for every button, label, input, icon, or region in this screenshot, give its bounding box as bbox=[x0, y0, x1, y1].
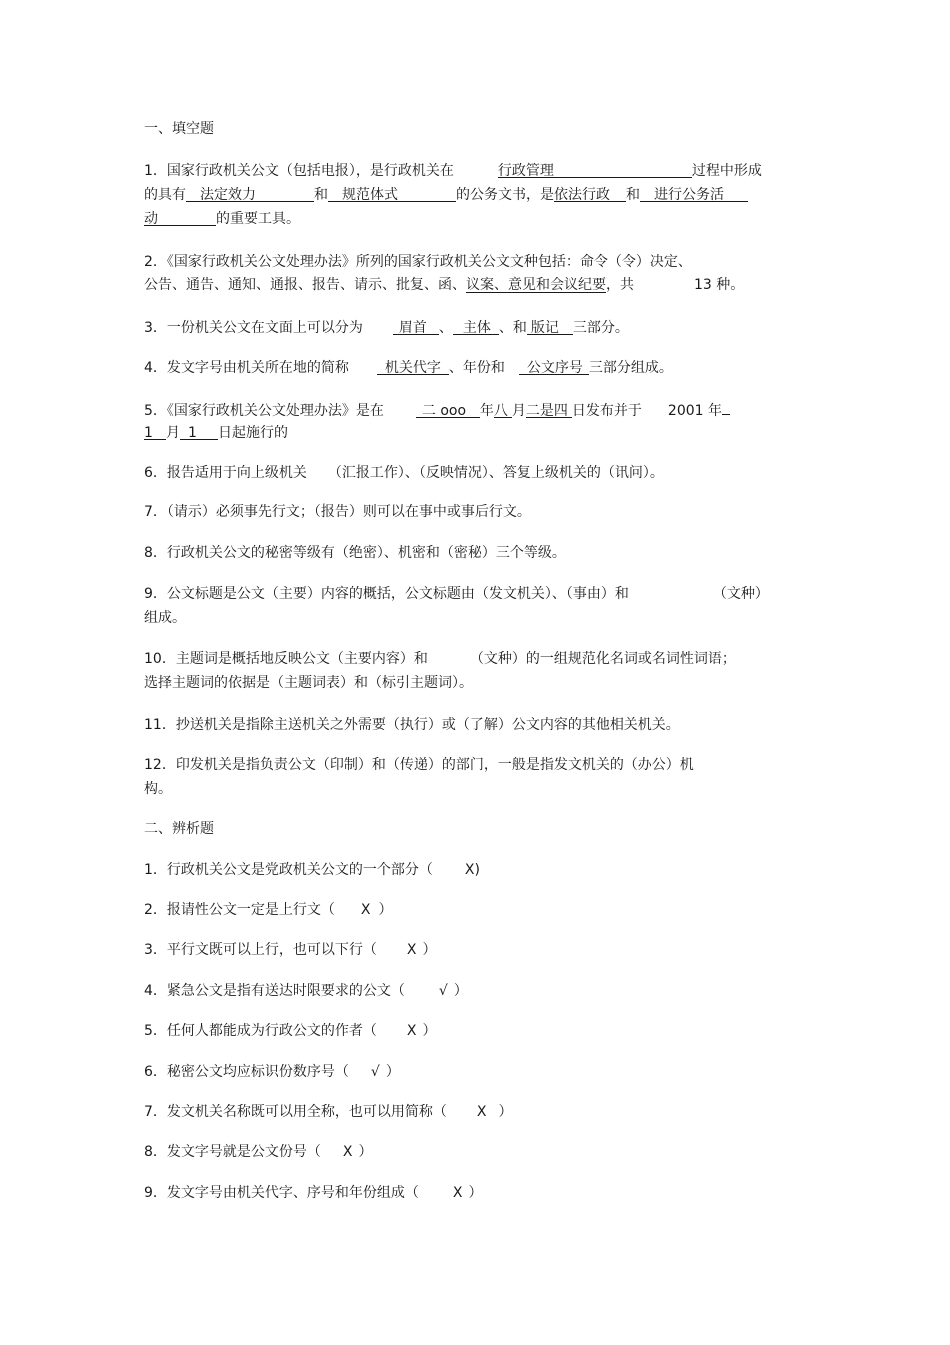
judge-close: ） bbox=[358, 1144, 373, 1160]
q5-sep-1: 年 bbox=[479, 403, 494, 419]
fill-q2-line2 bbox=[144, 275, 744, 295]
q4-text-b: 三部分组成。 bbox=[588, 360, 673, 376]
judge-answer: √ bbox=[438, 983, 448, 999]
q1-text-d: 的公务文书，是 bbox=[456, 187, 554, 203]
fill-q5-line2 bbox=[144, 423, 288, 443]
q1-text-g: 的重要工具。 bbox=[216, 211, 300, 227]
judge-answer: √ bbox=[370, 1064, 380, 1080]
q1-answer-1: 行政管理 bbox=[497, 163, 554, 179]
fill-q6: 6．报告适用于向上级机关 （汇报工作）、（反映情况）、答复上级机关的（讯问）。 bbox=[144, 465, 664, 481]
judge-text: 4．紧急公文是指有送达时限要求的公文（ bbox=[144, 983, 405, 999]
q1-blank-2 bbox=[186, 185, 314, 202]
judge-item-3 bbox=[144, 940, 437, 960]
q5-blank-1 bbox=[416, 401, 480, 418]
q5-text-a: 5．《国家行政机关公文处理办法》是在 bbox=[144, 403, 384, 419]
judge-close: ） bbox=[378, 902, 393, 918]
q1-blank-5 bbox=[640, 185, 748, 202]
fill-q4 bbox=[144, 358, 673, 378]
q3-blank-2 bbox=[453, 318, 499, 335]
judge-item-5 bbox=[144, 1021, 437, 1041]
q1-answer-5: 进行公务活 bbox=[654, 187, 724, 203]
judge-text: 9．发文字号由机关代字、序号和年份组成（ bbox=[144, 1185, 419, 1201]
q3-answer-2: 主体 bbox=[462, 320, 491, 336]
judge-text: 1．行政机关公文是党政机关公文的一个部分（ bbox=[144, 862, 433, 878]
q5-sep-2: 月 bbox=[511, 403, 526, 419]
q5-sep-3: 日发布并于 bbox=[571, 403, 642, 419]
q5-sep-6: 日起施行的 bbox=[218, 425, 288, 441]
q1-text-a: 1．国家行政机关公文（包括电报），是行政机关在 bbox=[144, 163, 454, 179]
q1-text-f: 动 bbox=[144, 211, 158, 227]
judge-text: 2．报请性公文一定是上行文（ bbox=[144, 902, 335, 918]
fill-q12-line1: 12．印发机关是指负责公文（印制）和（传递）的部门，一般是指发文机关的（办公）机 bbox=[144, 757, 694, 773]
judge-text: 3．平行文既可以上行，也可以下行（ bbox=[144, 942, 377, 958]
q5-blank-2 bbox=[494, 401, 512, 418]
fill-q2-line1: 2．《国家行政机关公文处理办法》所列的国家行政机关公文文种包括：命令（令）决定、 bbox=[144, 254, 692, 270]
judge-close: ） bbox=[422, 1023, 437, 1039]
judge-text: 7．发文机关名称既可以用全称，也可以用简称（ bbox=[144, 1104, 447, 1120]
judge-item-7 bbox=[144, 1102, 513, 1122]
section-heading-judge: 二、辨析题 bbox=[144, 821, 214, 837]
fill-q9-line2: 组成。 bbox=[144, 610, 186, 626]
q3-blank-1 bbox=[393, 318, 439, 335]
section-heading-fill: 一、填空题 bbox=[144, 121, 214, 137]
q4-answer-2: 公文序号 bbox=[526, 360, 583, 376]
judge-close: ） bbox=[498, 1104, 513, 1120]
fill-q5-line1 bbox=[144, 398, 730, 421]
q1-answer-4: 依法行政 bbox=[554, 187, 610, 203]
q3-answer-3: 版记 bbox=[530, 320, 559, 336]
judge-close: ) bbox=[474, 862, 480, 878]
q10-text-a: 10．主题词是概括地反映公文（主要内容）和 bbox=[144, 651, 428, 667]
q1-text-c: 和 bbox=[314, 187, 328, 203]
q4-blank-1 bbox=[377, 358, 449, 375]
q1-text-b: 的具有 bbox=[144, 187, 186, 203]
q1-answer-3: 规范体式 bbox=[342, 187, 398, 203]
q5-answer-5: 1 bbox=[188, 425, 197, 441]
q1-text-a2: 过程中形成 bbox=[691, 163, 762, 179]
q10-text-b: （文种）的一组规范化名词或名词性词语； bbox=[469, 651, 736, 667]
fill-q3 bbox=[144, 318, 629, 338]
q5-sep-5: 月 bbox=[166, 425, 180, 441]
q2-text-b: ，共 bbox=[606, 277, 634, 293]
q5-answer-4: 1 bbox=[144, 425, 153, 441]
judge-answer: X bbox=[452, 1185, 463, 1201]
q5-answer-3: 二是四 bbox=[525, 403, 568, 419]
judge-item-9 bbox=[144, 1183, 483, 1203]
q1-text-e: 和 bbox=[626, 187, 640, 203]
q5-blank-3 bbox=[526, 401, 572, 418]
judge-item-4 bbox=[144, 981, 468, 1001]
fill-q10-line2: 选择主题词的依据是（主题词表）和（标引主题词）。 bbox=[144, 675, 473, 691]
q9-text-a: 9．公文标题是公文（主要）内容的概括，公文标题由（发文机关）、（事由）和 bbox=[144, 586, 629, 602]
q3-blank-3 bbox=[527, 318, 573, 335]
judge-close: ） bbox=[385, 1064, 400, 1080]
judge-item-6 bbox=[144, 1062, 400, 1082]
judge-item-1 bbox=[144, 860, 480, 880]
q5-answer-2: 八 bbox=[493, 403, 508, 419]
q5-blank-5 bbox=[180, 423, 218, 440]
judge-answer: X bbox=[406, 942, 417, 958]
q4-sep-1: 、年份和 bbox=[448, 360, 505, 376]
q4-answer-1: 机关代字 bbox=[384, 360, 441, 376]
q3-sep-2: 、和 bbox=[498, 320, 527, 336]
judge-answer: X bbox=[406, 1023, 417, 1039]
q3-text-b: 三部分。 bbox=[572, 320, 629, 336]
fill-q7: 7．（请示）必须事先行文；（报告）则可以在事中或事后行文。 bbox=[144, 504, 531, 520]
q2-text-a: 公告、通告、通知、通报、报告、请示、批复、函、 bbox=[144, 277, 466, 293]
fill-q9-line1 bbox=[144, 584, 769, 604]
judge-answer: X bbox=[476, 1104, 487, 1120]
fill-q1-line2 bbox=[144, 185, 748, 205]
q4-blank-2 bbox=[519, 358, 589, 375]
judge-answer: X bbox=[342, 1144, 353, 1160]
q2-answer: 议案、意见和会议纪要 bbox=[466, 277, 606, 293]
q1-blank-4 bbox=[554, 185, 626, 202]
q3-text-a: 3．一份机关公文在文面上可以分为 bbox=[144, 320, 363, 336]
q3-answer-1: 眉首 bbox=[398, 320, 427, 336]
q5-sep-4: 2001 年 bbox=[667, 403, 722, 419]
fill-q1-line1 bbox=[144, 161, 762, 181]
q3-sep-1: 、 bbox=[438, 320, 453, 336]
judge-text: 8．发文字号就是公文份号（ bbox=[144, 1144, 321, 1160]
fill-q12-line2: 构。 bbox=[144, 781, 172, 797]
q1-blank-5-cont bbox=[144, 209, 216, 226]
judge-answer: X bbox=[360, 902, 371, 918]
judge-close: ） bbox=[453, 983, 468, 999]
q1-answer-2: 法定效力 bbox=[200, 187, 256, 203]
judge-answer: X bbox=[464, 862, 475, 878]
judge-item-8 bbox=[144, 1142, 373, 1162]
judge-text: 6．秘密公文均应标识份数序号（ bbox=[144, 1064, 349, 1080]
q4-text-a: 4．发文字号由机关所在地的简称 bbox=[144, 360, 349, 376]
judge-close: ） bbox=[468, 1185, 483, 1201]
fill-q10-line1 bbox=[144, 649, 736, 669]
fill-q1-line3 bbox=[144, 209, 300, 229]
judge-text: 5．任何人都能成为行政公文的作者（ bbox=[144, 1023, 377, 1039]
fill-q11: 11．抄送机关是指除主送机关之外需要（执行）或（了解）公文内容的其他相关机关。 bbox=[144, 717, 680, 733]
q5-year-blank bbox=[722, 398, 730, 415]
judge-close: ） bbox=[422, 942, 437, 958]
q1-blank-3 bbox=[328, 185, 456, 202]
fill-q8: 8．行政机关公文的秘密等级有（绝密）、机密和（密秘）三个等级。 bbox=[144, 545, 566, 561]
q5-answer-1: 二 ooo bbox=[421, 403, 467, 419]
q2-text-c: 13 种。 bbox=[694, 277, 745, 293]
q1-blank-1 bbox=[498, 161, 692, 178]
q9-text-b: （文种） bbox=[712, 586, 769, 602]
q5-blank-4 bbox=[144, 423, 166, 440]
judge-item-2 bbox=[144, 900, 393, 920]
